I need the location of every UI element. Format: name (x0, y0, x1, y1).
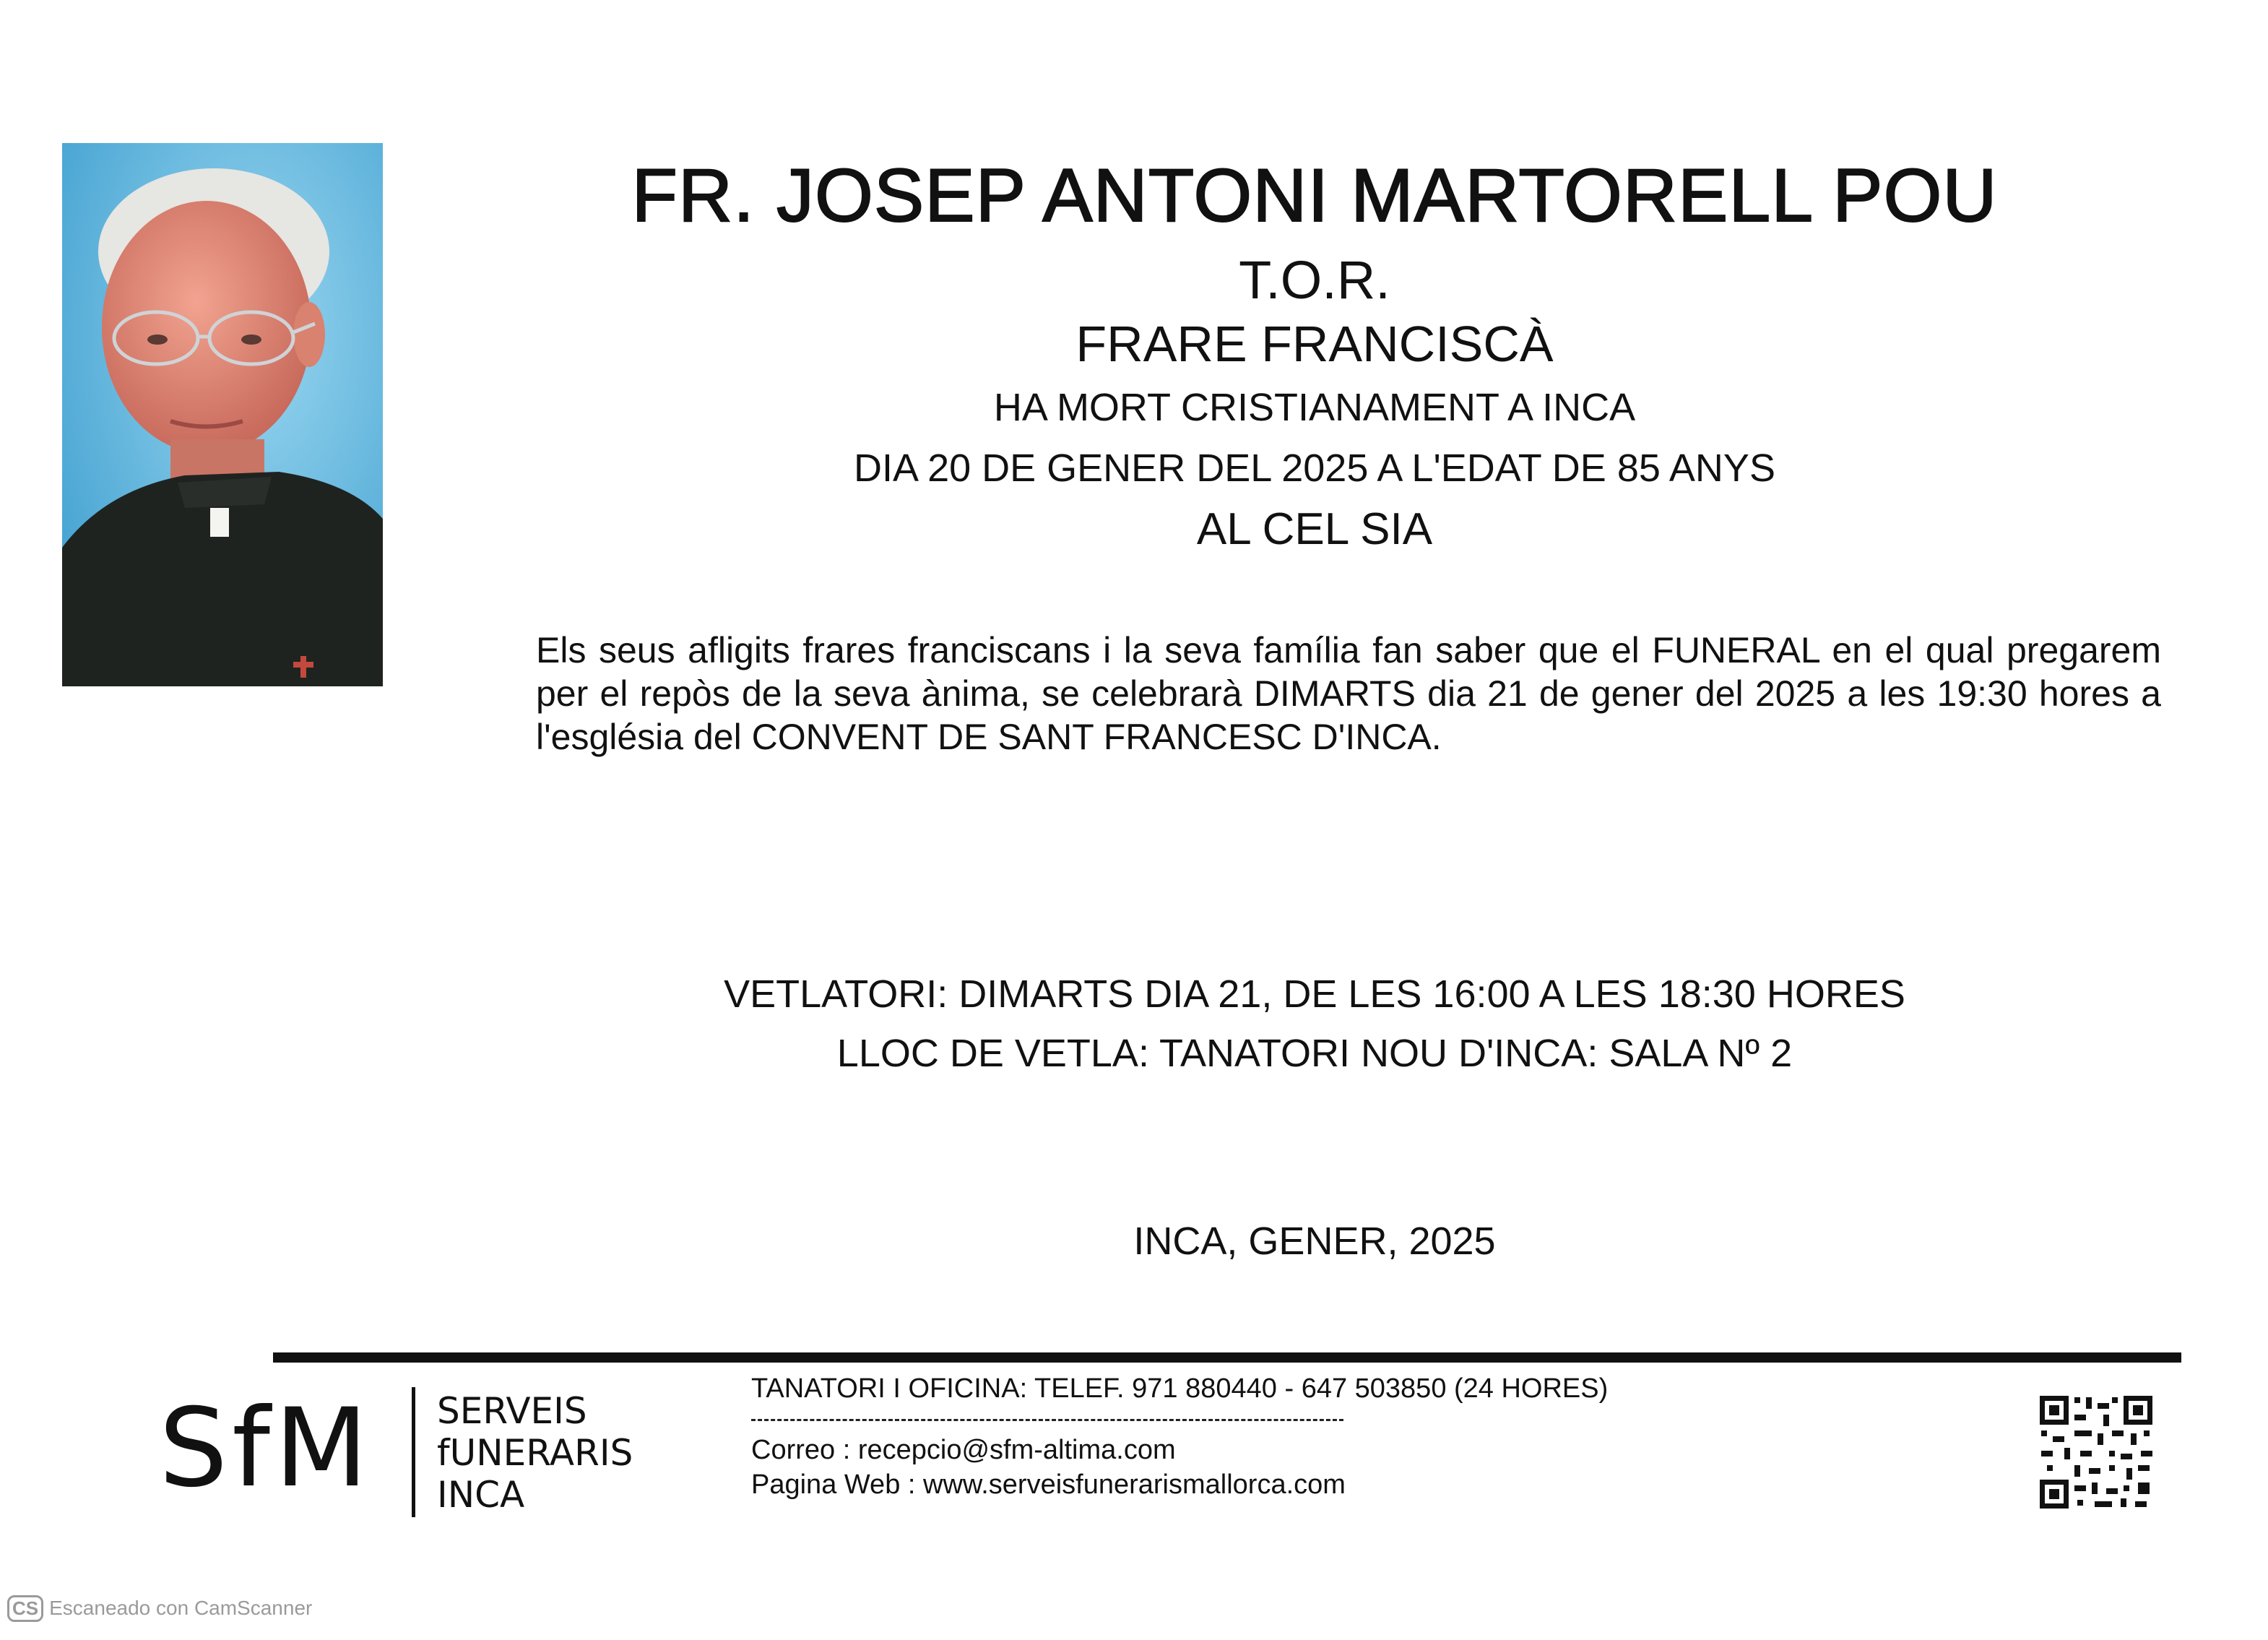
logo-line-2: fUNERARIS (437, 1432, 633, 1474)
dashed-separator (751, 1419, 1343, 1423)
wake-place: LLOC DE VETLA: TANATORI NOU D'INCA: SALA Nº 2 (836, 1032, 1793, 1075)
logo-line-3: INCA (437, 1474, 525, 1516)
qr-code-icon (2037, 1393, 2155, 1511)
wake-time: VETLATORI: DIMARTS DIA 21, DE LES 16:00 A LES 18:30 HORES (724, 972, 1905, 1016)
death-notice-line: HA MORT CRISTIANAMENT A INCA (993, 386, 1636, 429)
blessing-line: AL CEL SIA (1196, 504, 1433, 554)
place-and-date: INCA, GENER, 2025 (1133, 1220, 1496, 1263)
death-date-line: DIA 20 DE GENER DEL 2025 A L'EDAT DE 85 ANYS (854, 446, 1775, 490)
contact-info (751, 1371, 1608, 1502)
email-line: Correo : recepcio@sfm-altima.com (751, 1435, 1176, 1465)
logo-line-1: SERVEIS (437, 1390, 587, 1432)
logo-mark: SfM (159, 1386, 373, 1511)
deceased-role: FRARE FRANCISCÀ (1075, 316, 1554, 372)
logo-text (437, 1390, 633, 1516)
portrait-illustration (62, 143, 383, 686)
scanner-label: Escaneado con CamScanner (49, 1597, 313, 1619)
deceased-name: FR. JOSEP ANTONI MARTORELL POU (631, 154, 1998, 238)
portrait-photo (62, 143, 383, 686)
footer-divider (273, 1352, 2181, 1363)
web-line: Pagina Web : www.serveisfunerarismallorca.com (751, 1469, 1346, 1500)
scanner-watermark (7, 1595, 312, 1622)
logo-divider (412, 1387, 415, 1517)
phone-line: TANATORI I OFICINA: TELEF. 971 880440 - 647 503850 (24 HORES) (751, 1373, 1609, 1404)
religious-order: T.O.R. (1239, 250, 1390, 310)
funeral-announcement: Els seus afligits frares franciscans i la seva família fan saber que el FUNERAL en el qual pregarem per el repòs de la seva ànima, se celebrarà DIMARTS dia 21 de gener del 2025 a les 19:30 hores a l'església del CONVENT DE SANT FRANCESC D'INCA. (536, 630, 2161, 757)
camscanner-icon: CS (7, 1595, 43, 1622)
